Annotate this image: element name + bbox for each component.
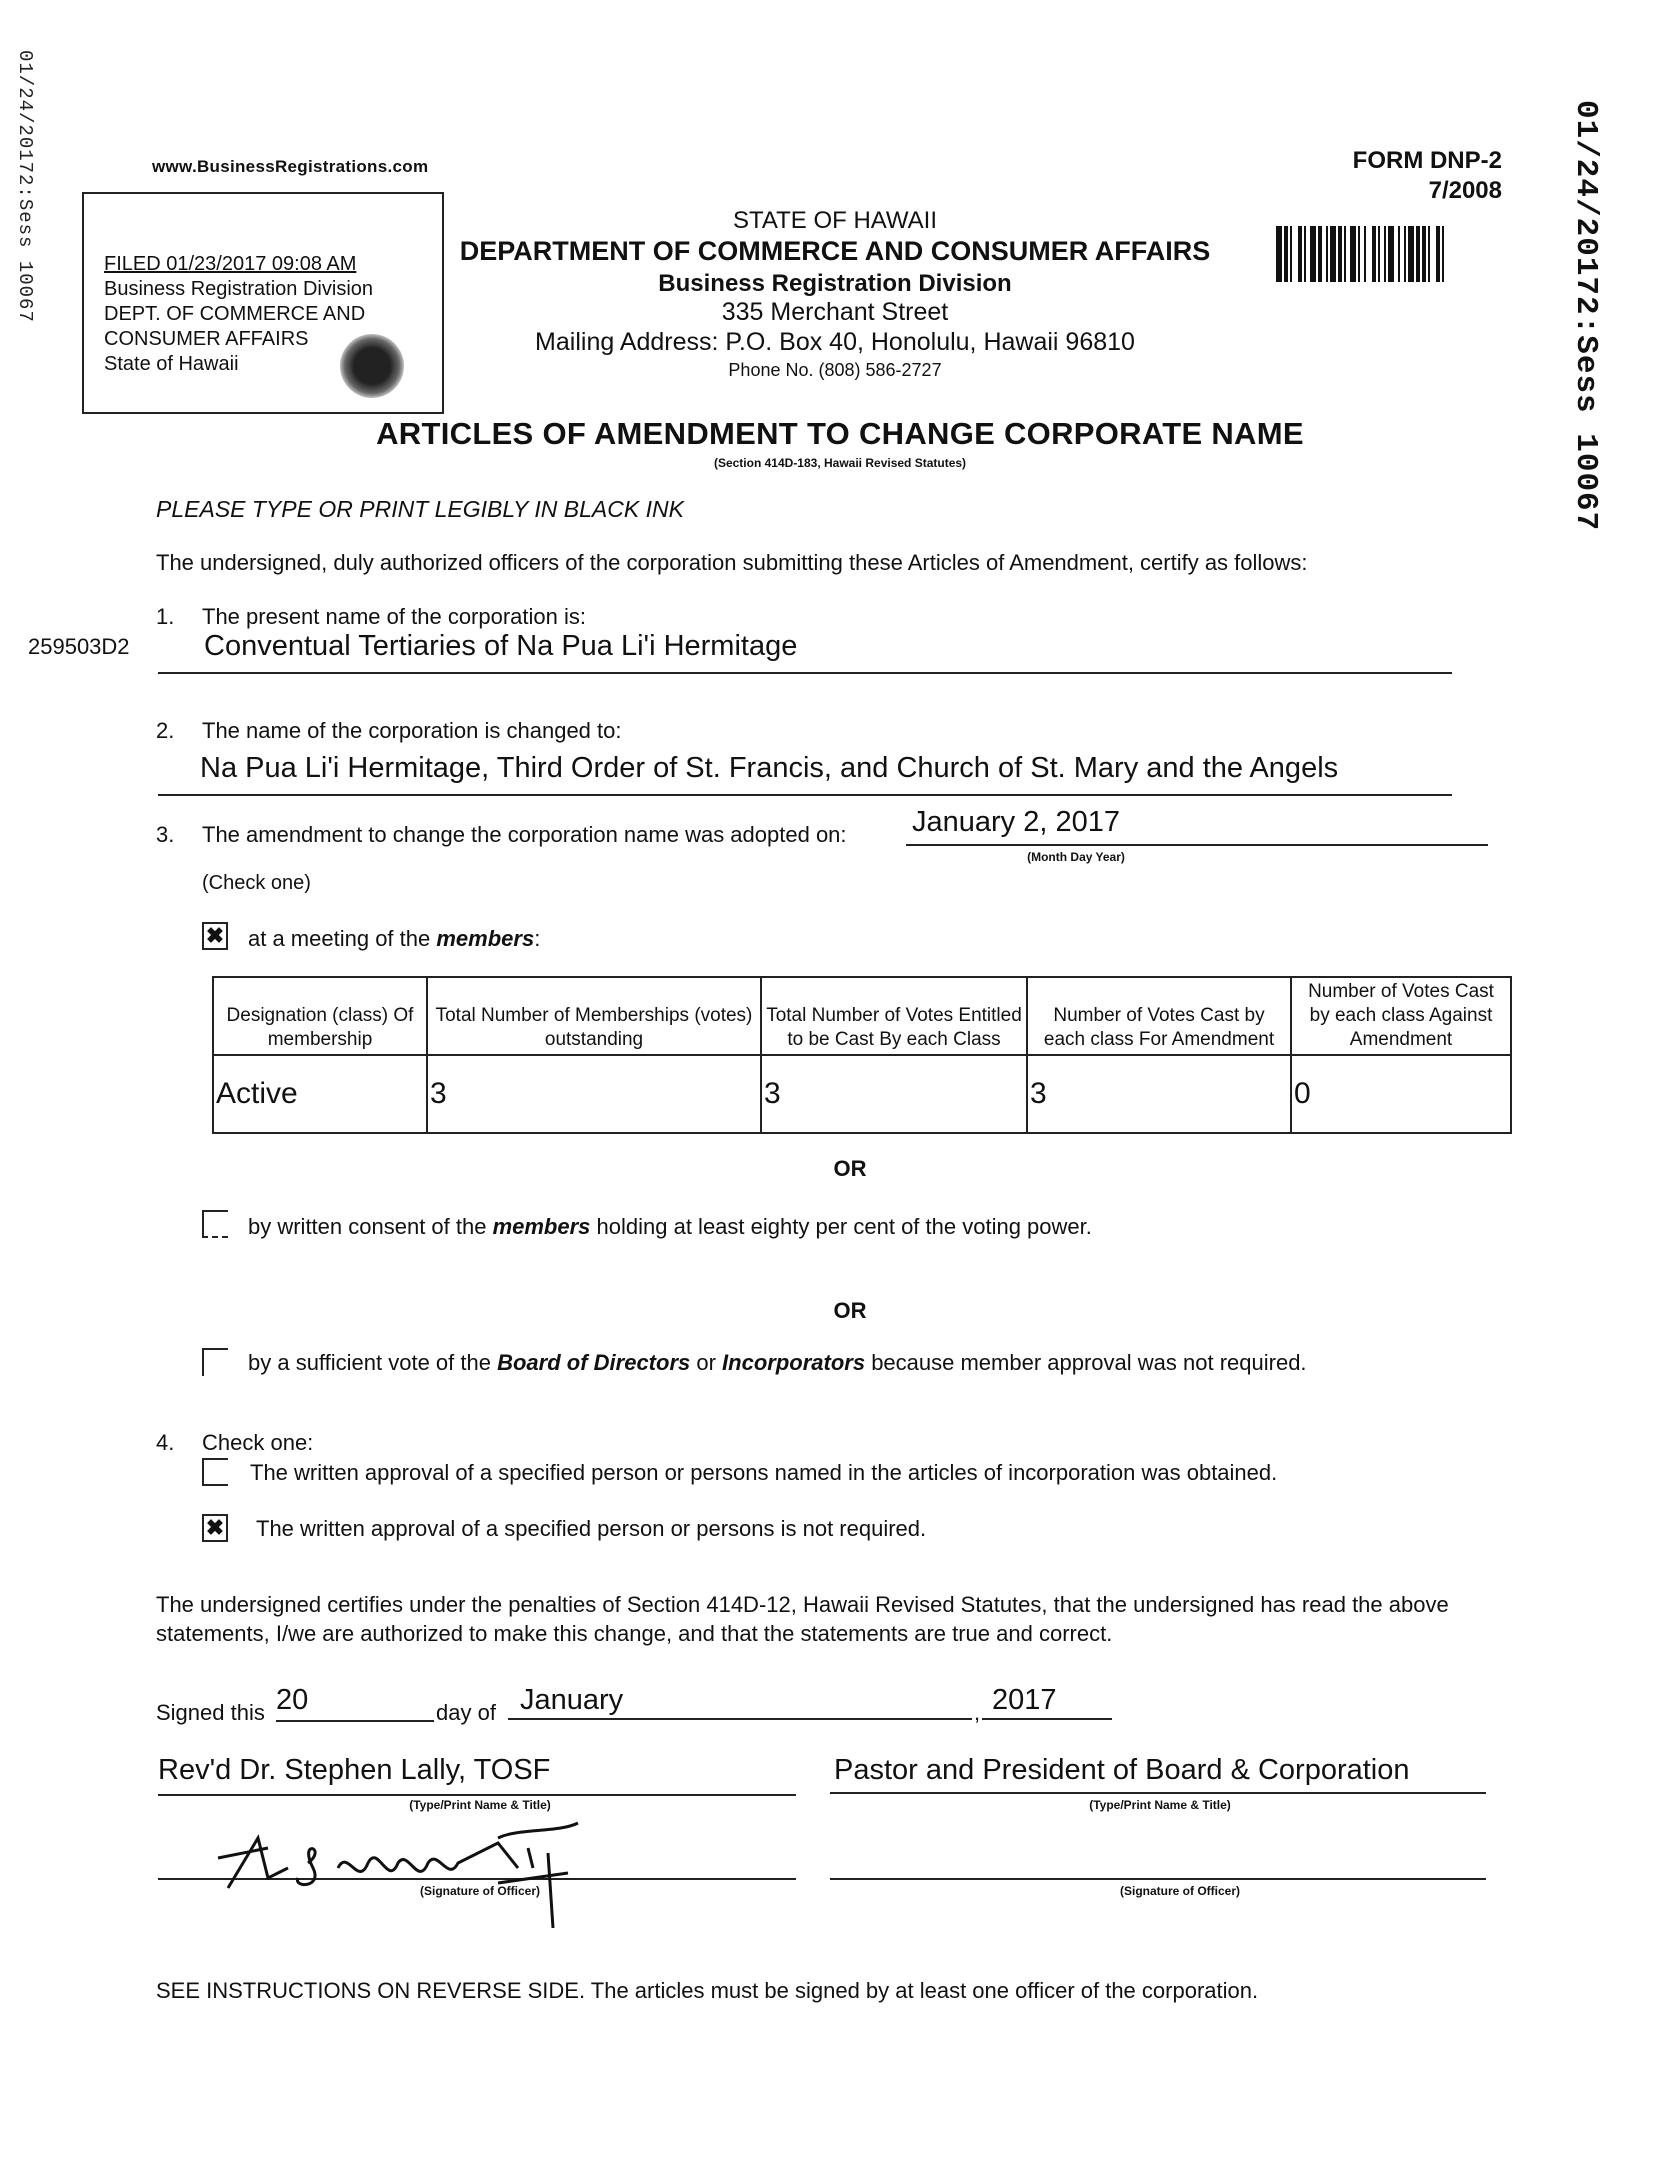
stamp-line-2: DEPT. OF COMMERCE AND xyxy=(104,303,366,325)
item-4-label: Check one: xyxy=(202,1430,314,1455)
approval-not-required-checkbox[interactable]: ✖ xyxy=(202,1514,228,1542)
approval-obtained-checkbox[interactable] xyxy=(202,1458,228,1486)
signed-day-field[interactable]: 20 xyxy=(276,1684,434,1722)
item-2-label: The name of the corporation is changed to: xyxy=(202,718,622,743)
board-option-pre: by a sufficient vote of the xyxy=(248,1350,498,1375)
side-stamp-left: 01/24/20172:Sess 10067 xyxy=(14,50,36,323)
votes-cell-entitled[interactable]: 3 xyxy=(761,1055,1027,1133)
officer-2-name-field[interactable]: Pastor and President of Board & Corporation xyxy=(830,1754,1486,1794)
meeting-option-pre: at a meeting of the xyxy=(248,926,437,951)
item-1-number: 1. xyxy=(156,604,175,629)
statute-citation: (Section 414D-183, Hawaii Revised Statutes) xyxy=(713,456,967,470)
consent-option-pre: by written consent of the xyxy=(248,1214,493,1239)
votes-header-entitled: Total Number of Votes Entitled to be Cast By each Class xyxy=(761,977,1027,1055)
header-department: DEPARTMENT OF COMMERCE AND CONSUMER AFFAIRS xyxy=(459,236,1211,266)
votes-header-against: Number of Votes Cast by each class Against Amendment xyxy=(1291,977,1511,1055)
header-street: 335 Merchant Street xyxy=(721,298,949,326)
approval-not-required-label: The written approval of a specified person or persons is not required. xyxy=(256,1516,927,1541)
officer-1-name-field[interactable]: Rev'd Dr. Stephen Lally, TOSF xyxy=(158,1754,796,1796)
item-2-number: 2. xyxy=(156,718,175,743)
votes-header-for: Number of Votes Cast by each class For Amendment xyxy=(1027,977,1291,1055)
votes-table-header xyxy=(213,977,1511,1055)
officer-1-signature-field[interactable] xyxy=(158,1838,796,1880)
day-of-label: day of xyxy=(436,1700,496,1725)
item-4-number: 4. xyxy=(156,1430,175,1455)
board-checkbox[interactable] xyxy=(202,1348,228,1376)
votes-header-outstanding: Total Number of Memberships (votes) outstanding xyxy=(427,977,761,1055)
document-number: 259503D2 xyxy=(28,634,130,659)
table-row xyxy=(213,1055,1511,1133)
board-option-label xyxy=(248,1350,1307,1376)
form-id-block xyxy=(1332,146,1502,206)
header-division: Business Registration Division xyxy=(658,270,1012,297)
officer-2-name-caption: (Type/Print Name & Title) xyxy=(1089,1798,1231,1812)
votes-header-class: Designation (class) Of membership xyxy=(213,977,427,1055)
check-one-note: (Check one) xyxy=(202,872,311,894)
header-phone: Phone No. (808) 586-2727 xyxy=(728,360,942,380)
new-name-field[interactable]: Na Pua Li'i Hermitage, Third Order of St. Francis, and Church of St. Mary and the Angels xyxy=(158,752,1452,796)
consent-option-members: members xyxy=(492,1214,591,1239)
meeting-option-post: : xyxy=(534,926,541,951)
or-divider-1: OR xyxy=(833,1156,867,1181)
certification-text: The undersigned certifies under the penalties of Section 414D-12, Hawaii Revised Statutes, that the undersigned has read the above statements, I/we are authorized to make this change, and that the statements are true and correct. xyxy=(156,1592,1449,1646)
meeting-option-members: members xyxy=(436,926,535,951)
officer-2-signature-caption: (Signature of Officer) xyxy=(1119,1884,1240,1898)
officer-2-signature-field[interactable] xyxy=(830,1838,1486,1880)
votes-cell-class[interactable]: Active xyxy=(213,1055,427,1133)
officer-1-signature-caption: (Signature of Officer) xyxy=(419,1884,540,1898)
present-name-field[interactable]: Conventual Tertiaries of Na Pua Li'i Hermitage xyxy=(158,630,1452,674)
header-mailing: Mailing Address: P.O. Box 40, Honolulu, Hawaii 96810 xyxy=(535,328,1135,356)
signature-icon xyxy=(198,1808,698,1928)
board-option-mid: or xyxy=(690,1350,723,1375)
board-option-post: because member approval was not required. xyxy=(865,1350,1307,1375)
signed-this-label: Signed this xyxy=(156,1700,265,1725)
footer-instructions: SEE INSTRUCTIONS ON REVERSE SIDE. The articles must be signed by at least one officer of the corporation. xyxy=(156,1978,1259,2003)
stamp-line-3: CONSUMER AFFAIRS xyxy=(104,328,309,350)
item-3-number: 3. xyxy=(156,822,175,847)
votes-cell-against[interactable]: 0 xyxy=(1291,1055,1511,1133)
signed-month-field[interactable]: January xyxy=(508,1684,972,1720)
comma: , xyxy=(974,1700,981,1725)
ink-instruction: PLEASE TYPE OR PRINT LEGIBLY IN BLACK INK xyxy=(156,496,684,522)
item-3-label: The amendment to change the corporation name was adopted on: xyxy=(202,822,847,847)
stamp-line-1: Business Registration Division xyxy=(104,278,374,300)
consent-option-post: holding at least eighty per cent of the voting power. xyxy=(590,1214,1092,1239)
stamp-line-4: State of Hawaii xyxy=(104,353,239,375)
filed-date: FILED 01/23/2017 09:08 AM xyxy=(104,253,357,275)
adoption-date-field[interactable]: January 2, 2017 xyxy=(906,806,1488,846)
item-1-label: The present name of the corporation is: xyxy=(202,604,586,629)
date-format-caption: (Month Day Year) xyxy=(1027,850,1125,864)
filed-stamp xyxy=(82,192,444,414)
state-seal-icon xyxy=(340,334,404,398)
intro-text: The undersigned, duly authorized officers of the corporation submitting these Articles of Amendment, certify as follows: xyxy=(156,550,1308,575)
meeting-option-label xyxy=(248,926,540,952)
consent-option-label xyxy=(248,1214,1092,1240)
form-date: 7/2008 xyxy=(1428,177,1502,204)
votes-cell-for[interactable]: 3 xyxy=(1027,1055,1291,1133)
board-option-incorporators: Incorporators xyxy=(722,1350,866,1375)
votes-cell-outstanding[interactable]: 3 xyxy=(427,1055,761,1133)
consent-checkbox[interactable] xyxy=(202,1210,228,1238)
votes-table xyxy=(212,976,1512,1134)
website-url: www.BusinessRegistrations.com xyxy=(152,157,429,176)
board-option-directors: Board of Directors xyxy=(497,1350,691,1375)
side-stamp-right: 01/24/20172:Sess 10067 xyxy=(1568,100,1603,532)
meeting-checkbox[interactable]: ✖ xyxy=(202,922,228,950)
officer-1-name-caption: (Type/Print Name & Title) xyxy=(409,1798,551,1812)
page-title: ARTICLES OF AMENDMENT TO CHANGE CORPORATE NAME xyxy=(376,416,1304,451)
header-state: STATE OF HAWAII xyxy=(733,207,937,234)
signed-year-field[interactable]: 2017 xyxy=(982,1684,1112,1720)
approval-obtained-label: The written approval of a specified person or persons named in the articles of incorporation was obtained. xyxy=(250,1460,1278,1485)
or-divider-2: OR xyxy=(833,1298,867,1323)
form-id: FORM DNP-2 xyxy=(1352,147,1502,174)
barcode-icon xyxy=(1276,226,1508,282)
